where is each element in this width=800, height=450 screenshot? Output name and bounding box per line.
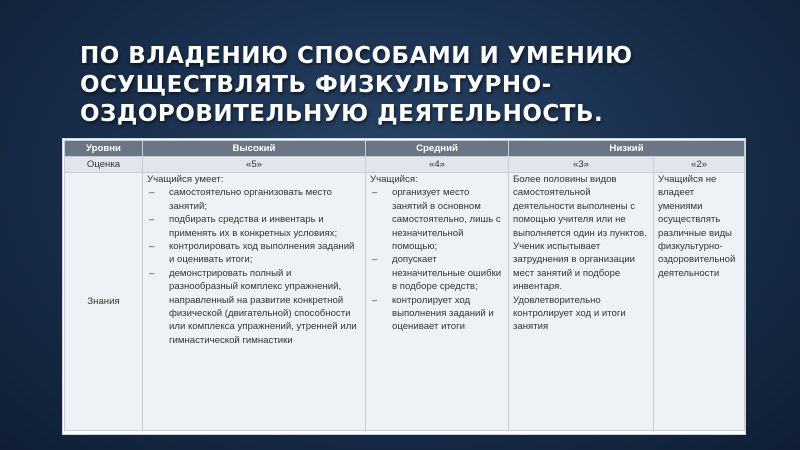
header-levels: Уровни xyxy=(65,141,143,157)
knowledge-label: Знания xyxy=(65,173,143,431)
header-row xyxy=(65,141,745,157)
medium-intro: Учащийся: xyxy=(370,174,418,185)
knowledge-low-b-cell: Учащийся не владеет умениями осуществлять различные виды физкультурно-оздоровительной деятельности xyxy=(654,173,745,431)
score-low-a: «3» xyxy=(509,157,654,173)
list-item: – организует место занятий в основном самостоятельно, лишь с незначительной помощью; xyxy=(370,186,504,253)
high-intro: Учащийся умеет: xyxy=(147,174,224,185)
score-row xyxy=(65,157,745,173)
assessment-table xyxy=(62,138,746,435)
title-line-3: ОЗДОРОВИТЕЛЬНУЮ ДЕЯТЕЛЬНОСТЬ. xyxy=(80,101,604,127)
score-low-b: «2» xyxy=(654,157,745,173)
knowledge-medium-cell xyxy=(366,173,509,431)
knowledge-high-cell xyxy=(143,173,366,431)
list-item: – допускает незначительные ошибки в подборе средств; xyxy=(370,253,504,293)
header-high: Высокий xyxy=(143,141,366,157)
high-list xyxy=(147,186,361,347)
list-item: – демонстрировать полный и разнообразный комплекс упражнений, направленный на развитие конкретной физической (двигательной) способности или комплекса упражнений, утренней или гимнастической гимнастики xyxy=(147,267,361,347)
medium-list xyxy=(370,186,504,333)
slide-title xyxy=(80,42,720,129)
score-label: Оценка xyxy=(65,157,143,173)
list-item: – контролирует ход выполнения заданий и оценивает итоги xyxy=(370,294,504,334)
header-low: Низкий xyxy=(509,141,745,157)
title-line-2: ОСУЩЕСТВЛЯТЬ ФИЗКУЛЬТУРНО- xyxy=(80,72,552,98)
score-high: «5» xyxy=(143,157,366,173)
list-item: – контролировать ход выполнения заданий и оценивать итоги; xyxy=(147,240,361,267)
knowledge-row xyxy=(65,173,745,431)
list-item: – подбирать средства и инвентарь и применять их в конкретных условиях; xyxy=(147,213,361,240)
title-line-1: ПО ВЛАДЕНИЮ СПОСОБАМИ И УМЕНИЮ xyxy=(80,43,633,69)
list-item: – самостоятельно организовать место занятий; xyxy=(147,186,361,213)
knowledge-low-a-cell: Более половины видов самостоятельной деятельности выполнены с помощью учителя или не выполняется один из пунктов. Ученик испытывает затруднения в организации мест занятий и подборе инвентаря. Удовлетворительно контролирует ход и итоги занятия xyxy=(509,173,654,431)
score-medium: «4» xyxy=(366,157,509,173)
header-medium: Средний xyxy=(366,141,509,157)
